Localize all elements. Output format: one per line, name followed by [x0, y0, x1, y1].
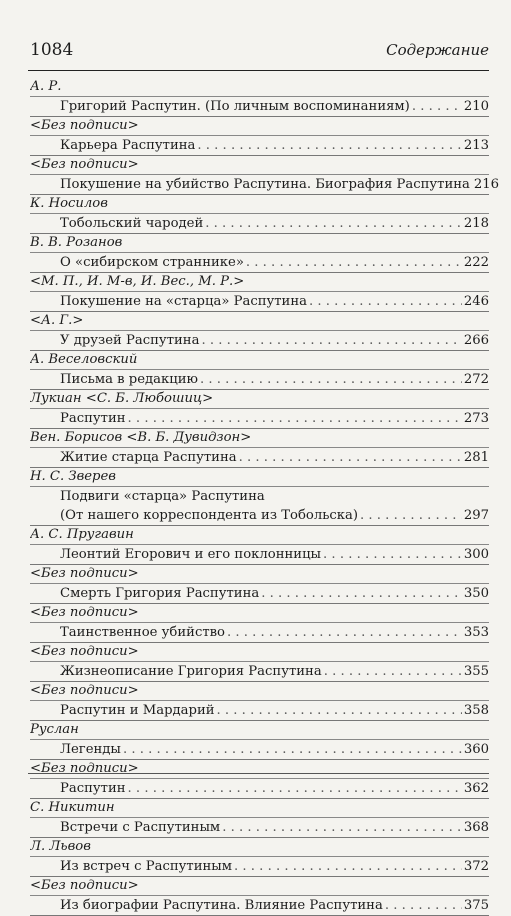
entry-title: Леонтий Егорович и его поклонницы — [60, 547, 322, 562]
entry-page-number: 360 — [463, 742, 489, 757]
leader-dots — [217, 701, 462, 720]
author-name: Руслан — [30, 721, 489, 740]
toc-group — [30, 234, 489, 273]
toc-entry[interactable] — [30, 175, 500, 194]
leader-dots — [205, 214, 462, 233]
entry-page-number: 358 — [463, 703, 489, 718]
entry-title: Смерть Григория Распутина — [60, 586, 260, 601]
entry-page-number: 375 — [463, 898, 489, 913]
entry-title: Подвиги «старца» Распутина — [60, 489, 265, 504]
entry-title: Из встреч с Распутиным — [60, 859, 233, 874]
toc-entry[interactable] — [30, 97, 489, 116]
entry-title: Письма в редакцию — [60, 372, 199, 387]
entry-title: Покушение на «старца» Распутина — [60, 294, 307, 309]
entry-title: Распутин и Мардарий — [60, 703, 215, 718]
leader-dots — [234, 857, 462, 876]
page-header — [30, 40, 489, 68]
entry-page-number: 297 — [463, 508, 489, 523]
entry-page-number: 218 — [463, 216, 489, 231]
author-name: Н. С. Зверев — [30, 468, 489, 487]
leader-dots — [227, 623, 462, 642]
author-name: К. Носилов — [30, 195, 489, 214]
toc-group — [30, 429, 489, 468]
toc-entry[interactable] — [30, 584, 489, 603]
toc-entry[interactable] — [30, 331, 489, 350]
entry-subtitle: (От нашего корреспондента из Тобольска) — [60, 508, 359, 523]
entry-page-number: 368 — [463, 820, 489, 835]
entry-title: Тобольский чародей — [60, 216, 204, 231]
header-rule — [28, 70, 489, 71]
leader-dots — [309, 292, 462, 311]
toc-group — [30, 760, 489, 799]
toc-entry[interactable] — [30, 370, 489, 389]
entry-title: Житие старца Распутина — [60, 450, 237, 465]
toc-group — [30, 721, 489, 760]
entry-page-number: 216 — [473, 177, 500, 192]
entry-title: У друзей Распутина — [60, 333, 200, 348]
toc-entry[interactable] — [30, 662, 489, 681]
leader-dots — [261, 584, 462, 603]
entry-title: Карьера Распутина — [60, 138, 196, 153]
entry-page-number: 222 — [463, 255, 489, 270]
toc-group — [30, 643, 489, 682]
leader-dots — [222, 818, 462, 837]
author-name: А. С. Пругавин — [30, 526, 489, 545]
toc-group — [30, 117, 489, 156]
toc-group — [30, 78, 489, 117]
author-name: А. Веселовский — [30, 351, 489, 370]
entry-title: Из биографии Распутина. Влияние Распутина — [60, 898, 383, 913]
toc-group — [30, 156, 500, 195]
entry-page-number: 372 — [463, 859, 489, 874]
toc-entry[interactable] — [30, 506, 489, 525]
author-name: <Без подписи> — [30, 760, 489, 779]
bottom-rule — [28, 773, 489, 774]
leader-dots — [324, 662, 462, 681]
author-name: <Без подписи> — [30, 117, 489, 136]
toc-entry[interactable] — [30, 136, 489, 155]
leader-dots — [239, 448, 462, 467]
entry-page-number: 300 — [463, 547, 489, 562]
toc-group — [30, 877, 489, 916]
author-name: <Без подписи> — [30, 682, 489, 701]
leader-dots — [200, 370, 462, 389]
toc-entry[interactable] — [30, 896, 489, 915]
author-name: В. В. Розанов — [30, 234, 489, 253]
entry-page-number: 210 — [463, 99, 489, 114]
entry-page-number: 273 — [463, 411, 489, 426]
leader-dots — [385, 896, 462, 915]
leader-dots — [128, 409, 462, 428]
toc-entry[interactable] — [30, 448, 489, 467]
toc-group — [30, 351, 489, 390]
author-name: <М. П., И. М-в, И. Вес., М. Р.> — [30, 273, 489, 292]
author-name: С. Никитин — [30, 799, 489, 818]
toc-entry[interactable] — [30, 818, 489, 837]
toc-entry[interactable] — [30, 857, 489, 876]
entry-page-number: 350 — [463, 586, 489, 601]
toc-group — [30, 799, 489, 838]
entry-title: Покушение на убийство Распутина. Биография Распутина — [60, 177, 470, 192]
toc-group — [30, 273, 489, 312]
entry-title: Григорий Распутин. (По личным воспоминаниям) — [60, 99, 410, 114]
toc-entry[interactable] — [30, 623, 489, 642]
entry-title: Распутин — [60, 781, 126, 796]
author-name: <Без подписи> — [30, 643, 489, 662]
leader-dots — [197, 136, 461, 155]
toc-entry[interactable] — [30, 292, 489, 311]
leader-dots — [360, 506, 462, 525]
toc-group — [30, 604, 489, 643]
leader-dots — [412, 97, 462, 116]
toc-group — [30, 195, 489, 234]
table-of-contents — [30, 78, 500, 916]
entry-page-number: 362 — [463, 781, 489, 796]
entry-title: Легенды — [60, 742, 121, 757]
entry-page-number: 272 — [463, 372, 489, 387]
toc-group — [30, 526, 489, 565]
entry-title: Встречи с Распутиным — [60, 820, 221, 835]
author-name: Лукиан <С. Б. Любошиц> — [30, 390, 489, 409]
author-name: <Без подписи> — [30, 604, 489, 623]
entry-page-number: 213 — [463, 138, 489, 153]
leader-dots — [246, 253, 462, 272]
entry-title: О «сибирском страннике» — [60, 255, 244, 270]
entry-page-number: 353 — [463, 625, 489, 640]
leader-dots — [323, 545, 462, 564]
entry-title: Распутин — [60, 411, 126, 426]
toc-entry[interactable] — [30, 740, 489, 759]
section-title: Содержание — [386, 41, 489, 59]
author-name: <Без подписи> — [30, 877, 489, 896]
toc-entry[interactable] — [30, 214, 489, 233]
toc-group — [30, 838, 489, 877]
toc-entry[interactable] — [30, 701, 489, 720]
leader-dots — [201, 331, 461, 350]
toc-entry[interactable] — [30, 409, 489, 428]
toc-entry[interactable] — [30, 253, 489, 272]
author-name: <А. Г.> — [30, 312, 489, 331]
author-name: Вен. Борисов <В. Б. Дувидзон> — [30, 429, 489, 448]
author-name: <Без подписи> — [30, 156, 489, 175]
toc-group — [30, 682, 489, 721]
entry-page-number: 266 — [463, 333, 489, 348]
author-name: А. Р. — [30, 78, 489, 97]
page-number: 1084 — [30, 40, 74, 60]
toc-group — [30, 565, 489, 604]
entry-page-number: 246 — [463, 294, 489, 309]
toc-group — [30, 390, 489, 429]
toc-group — [30, 468, 489, 526]
entry-page-number: 281 — [463, 450, 489, 465]
toc-group — [30, 312, 489, 351]
toc-entry[interactable] — [30, 545, 489, 564]
author-name: Л. Львов — [30, 838, 489, 857]
author-name: <Без подписи> — [30, 565, 489, 584]
entry-title: Таинственное убийство — [60, 625, 225, 640]
leader-dots — [123, 740, 462, 759]
entry-title: Жизнеописание Григория Распутина — [60, 664, 322, 679]
entry-page-number: 355 — [463, 664, 489, 679]
